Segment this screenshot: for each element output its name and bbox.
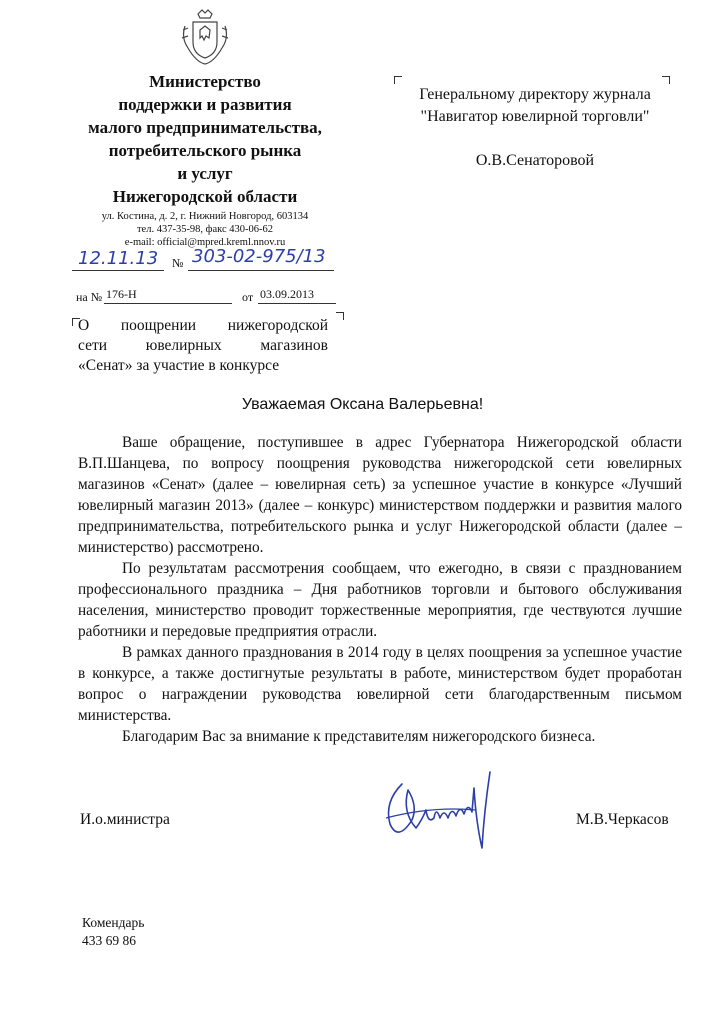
subject-line: О поощрении нижегородской bbox=[78, 317, 328, 334]
addressee-block bbox=[380, 84, 690, 172]
outgoing-number-field bbox=[188, 248, 334, 271]
greeting: Уважаемая Оксана Валерьевна! bbox=[241, 396, 484, 413]
ministry-line: Министерство bbox=[149, 72, 261, 91]
reference-date-field bbox=[258, 286, 336, 304]
outgoing-date: 12.11.13 bbox=[78, 248, 159, 269]
signatory-name: М.В.Черкасов bbox=[576, 811, 669, 828]
body-paragraph: В рамках данного празднования в 2014 году в целях поощрения за успешное участие в конкурсе, а также достигнутые результаты в работе, министерством будет проработан вопрос о награждении руководства ювелирной сети благодарственным письмом министерства. bbox=[78, 644, 682, 724]
signatory-position: И.о.министра bbox=[80, 811, 170, 828]
body-paragraph: Благодарим Вас за внимание к представителям нижегородского бизнеса. bbox=[122, 728, 596, 745]
ministry-line: потребительского рынка bbox=[108, 141, 302, 160]
handwritten-signature bbox=[372, 762, 502, 858]
body-paragraph: По результатам рассмотрения сообщаем, что ежегодно, в связи с празднованием профессионального праздника – Дня работников торговли и бытового обслуживания населения, министерство проводит торжественные мероприятия, где чествуются лучшие работники и передовые предприятия отрасли. bbox=[78, 560, 682, 640]
reference-number-field bbox=[104, 286, 232, 304]
ministry-contacts bbox=[60, 210, 350, 249]
corner-mark bbox=[336, 312, 344, 320]
ministry-line: и услуг bbox=[177, 164, 233, 183]
coat-of-arms-icon bbox=[176, 8, 234, 66]
outgoing-number: 303-02-975/13 bbox=[192, 246, 326, 267]
outgoing-date-field bbox=[72, 248, 164, 271]
addressee-title: Генеральному директору журнала bbox=[419, 86, 651, 103]
ministry-email: e-mail: official@mpred.kreml.nnov.ru bbox=[124, 237, 286, 248]
body-paragraph: Ваше обращение, поступившее в адрес Губернатора Нижегородской области В.П.Шанцева, по вопросу поощрения руководства нижегородской сети ювелирных магазинов «Сенат» (далее – ювелирная сеть) за успешное участие в конкурсе «Лучший ювелирный магазин 2013» (далее – конкурс) министерством поддержки и развития малого предпринимательства, потребительского рынка и услуг Нижегородской области (далее – министерство) рассмотрено. bbox=[78, 434, 682, 556]
ministry-line: малого предпринимательства, bbox=[88, 118, 322, 137]
corner-mark bbox=[394, 76, 402, 84]
letter-body bbox=[78, 432, 682, 747]
ministry-line: Нижегородской области bbox=[112, 187, 298, 206]
executor-name: Комендарь bbox=[82, 915, 145, 930]
reference-date: 03.09.2013 bbox=[260, 287, 314, 301]
reference-label: на № bbox=[76, 290, 103, 304]
reference-number: 176-Н bbox=[106, 287, 137, 301]
executor-phone: 433 69 86 bbox=[82, 933, 136, 948]
ministry-line: поддержки и развития bbox=[118, 95, 292, 114]
addressee-name: О.В.Сенаторовой bbox=[475, 152, 595, 169]
addressee-organization: "Навигатор ювелирной торговли" bbox=[420, 108, 650, 125]
reference-date-label: от bbox=[242, 290, 254, 304]
subject-line: «Сенат» за участие в конкурсе bbox=[78, 357, 280, 374]
ministry-name bbox=[40, 70, 370, 208]
subject-line: сети ювелирных магазинов bbox=[78, 337, 328, 354]
executor-block bbox=[82, 914, 144, 950]
ministry-phone: тел. 437-35-98, факс 430-06-62 bbox=[136, 224, 274, 235]
outgoing-number-label: № bbox=[172, 256, 184, 270]
ministry-address: ул. Костина, д. 2, г. Нижний Новгород, 603134 bbox=[101, 211, 309, 222]
corner-mark bbox=[662, 76, 670, 84]
subject-block bbox=[78, 316, 328, 376]
